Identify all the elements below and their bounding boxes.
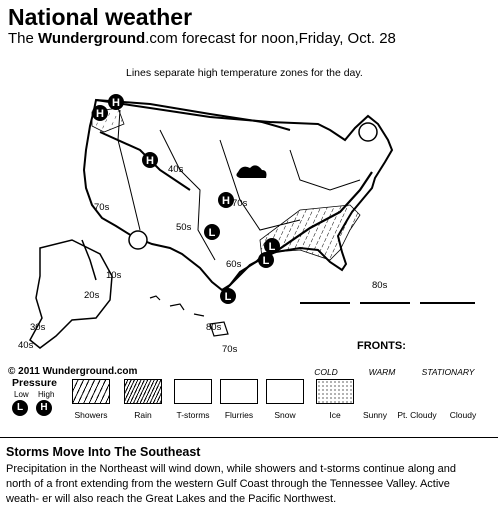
high-pressure-marker (92, 105, 108, 121)
legend-showers-icon (72, 379, 110, 404)
subtitle-prefix: The (8, 30, 39, 47)
pressure-high-label: High (38, 390, 55, 399)
legend-t-storms-icon (174, 379, 212, 404)
legend-snow-icon (266, 379, 304, 404)
legend-cloudy-label: Cloudy (449, 410, 477, 420)
legend-cloudy-icon (444, 379, 482, 404)
high-pressure-marker (108, 94, 124, 110)
legend-flurries-label: Flurries (224, 410, 254, 420)
temp-zone-label: 70s (222, 344, 238, 355)
svg-text:L: L (224, 291, 232, 303)
legend-ice-icon (316, 379, 354, 404)
forecast-subtitle (8, 30, 396, 47)
svg-text:L: L (268, 241, 276, 253)
legend-sunny-icon (356, 379, 394, 404)
story-body: Precipitation in the Northeast will wind down, while showers and t-storms continue along and north of a front extending from the western Gulf Coast through the Tennessee Valley. Active weath- er will also reach the Great Lakes and the Pacific Northwest. (6, 463, 457, 505)
high-pressure-marker (142, 152, 158, 168)
temp-zone-label: 40s (18, 340, 34, 351)
front-stationary-label: STATIONARY (421, 367, 475, 377)
svg-text:H: H (112, 97, 120, 109)
subtitle-suffix: .com forecast for noon,Friday, Oct. 28 (145, 30, 396, 47)
legend-flurries-icon (220, 379, 258, 404)
story-panel (0, 437, 498, 512)
temp-zone-label: 70s (94, 202, 110, 213)
temp-zone-label: 80s (206, 322, 222, 333)
temp-zone-label: 30s (30, 322, 46, 333)
legend-pt-cloudy-label: Pt. Cloudy (397, 410, 437, 420)
copyright-notice: © 2011 Wunderground.com (8, 366, 138, 377)
front-cold-label: COLD (314, 367, 338, 377)
map-note: Lines separate high temperature zones for the day. (126, 67, 363, 79)
legend-rain-label: Rain (134, 410, 152, 420)
low-pressure-icon: L (12, 400, 28, 416)
low-pressure-marker (220, 288, 236, 304)
pressure-low-label: Low (14, 390, 29, 399)
temp-zone-label: 70s (232, 198, 248, 209)
fronts-legend-title: FRONTS: (357, 340, 406, 352)
temp-zone-label: 20s (84, 290, 100, 301)
temp-zone-label: 80s (372, 280, 388, 291)
front-warm-label: WARM (368, 367, 396, 377)
sunny-icon (359, 123, 377, 141)
svg-text:H: H (146, 155, 154, 167)
sunny-icon (129, 231, 147, 249)
legend-t-storms-label: T-storms (176, 410, 210, 420)
svg-text:H: H (222, 195, 230, 207)
us-weather-map (0, 58, 498, 358)
low-pressure-marker (264, 238, 280, 254)
low-pressure-marker (258, 252, 274, 268)
high-pressure-icon: H (36, 400, 52, 416)
story-title: Storms Move Into The Southeast (6, 445, 201, 459)
svg-text:L: L (208, 227, 216, 239)
legend-ice-label: Ice (329, 410, 341, 420)
legend-snow-label: Snow (274, 410, 296, 420)
legend-showers-label: Showers (74, 410, 108, 420)
legend-sunny-label: Sunny (362, 410, 388, 420)
temp-zone-label: 10s (106, 270, 122, 281)
low-pressure-marker (204, 224, 220, 240)
brand-name: Wunderground (38, 30, 146, 47)
temp-zone-label: 60s (226, 259, 242, 270)
legend-pt-cloudy-icon (398, 379, 436, 404)
pressure-legend-title: Pressure (12, 377, 57, 389)
temp-zone-label: 40s (168, 164, 184, 175)
svg-text:H: H (96, 108, 104, 120)
svg-text:L: L (262, 255, 270, 267)
legend-rain-icon (124, 379, 162, 404)
page-title: National weather (8, 4, 193, 30)
temp-zone-label: 50s (176, 222, 192, 233)
